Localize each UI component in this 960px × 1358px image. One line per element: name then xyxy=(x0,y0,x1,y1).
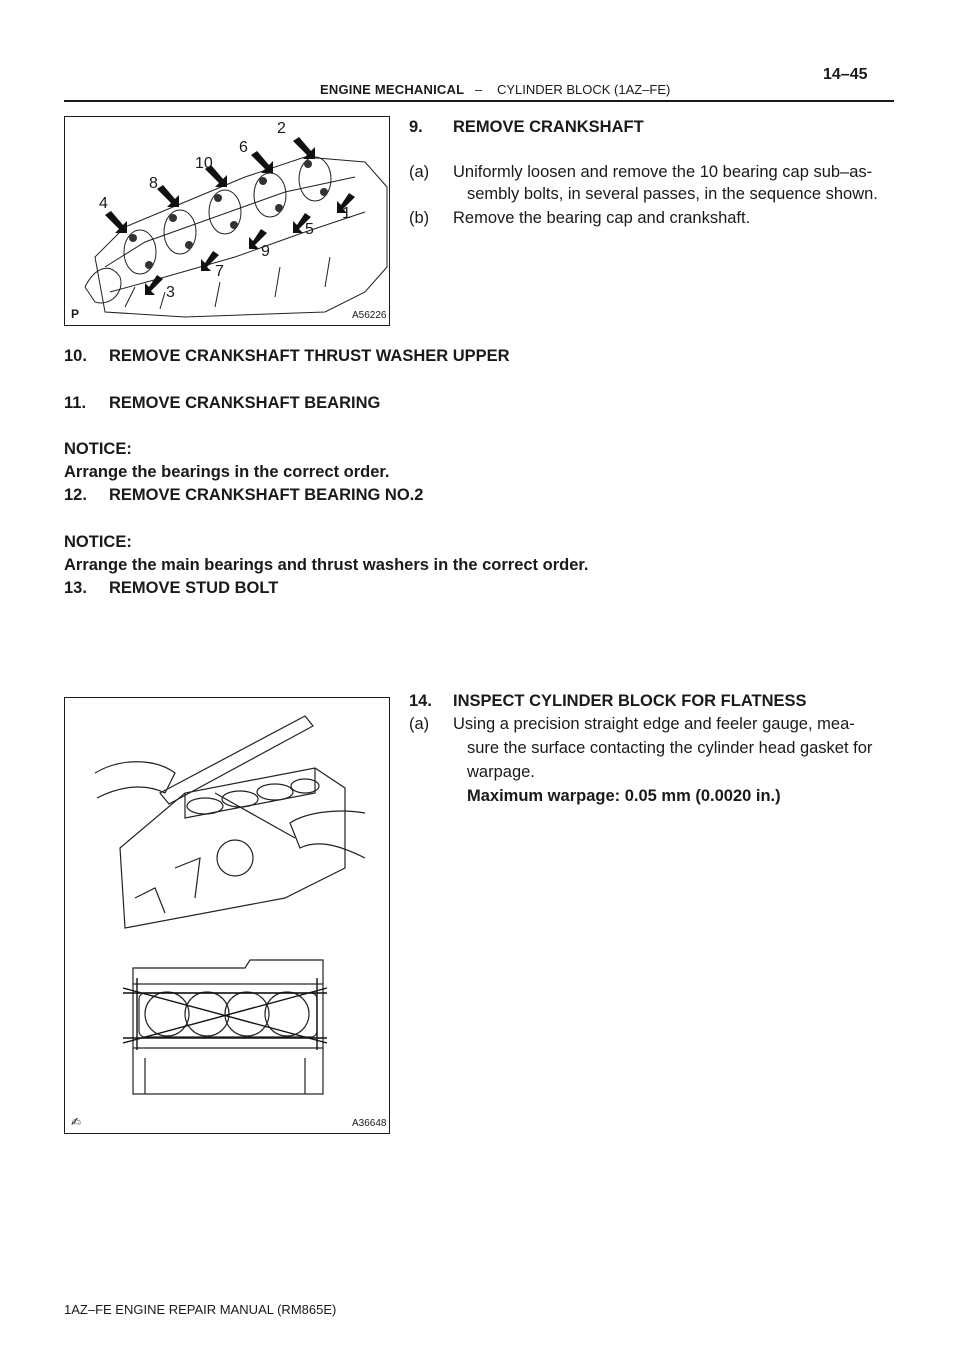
figure2-code: A36648 xyxy=(352,1118,387,1129)
step-13-number: 13. xyxy=(64,579,87,597)
sequence-label-5: 5 xyxy=(305,221,314,238)
step-12-title: REMOVE CRANKSHAFT BEARING NO.2 xyxy=(109,486,424,504)
section-title: ENGINE MECHANICAL xyxy=(320,82,465,97)
step-10-number: 10. xyxy=(64,347,87,365)
subsection-title: CYLINDER BLOCK (1AZ–FE) xyxy=(497,82,671,97)
step-9a-line2: sembly bolts, in several passes, in the sequence shown. xyxy=(467,185,878,203)
step-9a-label: (a) xyxy=(409,163,430,181)
step-10-title: REMOVE CRANKSHAFT THRUST WASHER UPPER xyxy=(109,347,510,365)
step-13-title: REMOVE STUD BOLT xyxy=(109,579,279,597)
step-14a-label: (a) xyxy=(409,715,430,733)
step-14-title: INSPECT CYLINDER BLOCK FOR FLATNESS xyxy=(453,692,807,710)
cylinder-block-drawing xyxy=(65,698,391,1135)
sequence-label-9: 9 xyxy=(261,243,270,260)
step-14-number: 14. xyxy=(409,692,432,710)
notice-1-text: Arrange the bearings in the correct order. xyxy=(64,463,390,481)
sequence-label-6: 6 xyxy=(239,139,248,156)
sequence-label-4: 4 xyxy=(99,195,108,212)
notice-2-text: Arrange the main bearings and thrust washers in the correct order. xyxy=(64,556,589,574)
step-9b-label: (b) xyxy=(409,209,430,227)
figure1-code: A56226 xyxy=(352,310,387,321)
step-12-number: 12. xyxy=(64,486,87,504)
sequence-label-8: 8 xyxy=(149,175,158,192)
step-9-title: REMOVE CRANKSHAFT xyxy=(453,118,644,136)
figure2-mark: ✍ xyxy=(71,1115,82,1129)
step-9b-line1: Remove the bearing cap and crankshaft. xyxy=(453,209,751,227)
sequence-label-3: 3 xyxy=(166,284,175,301)
step-11-title: REMOVE CRANKSHAFT BEARING xyxy=(109,394,381,412)
sequence-label-1: 1 xyxy=(342,205,351,222)
step-9-number: 9. xyxy=(409,118,423,136)
sequence-label-7: 7 xyxy=(215,263,224,280)
step-14a-line3: warpage. xyxy=(467,763,535,781)
flatness-inspection-figure xyxy=(64,697,390,1134)
page-number: 14–45 xyxy=(823,66,868,83)
header-dash: – xyxy=(475,82,483,97)
header-rule xyxy=(64,100,894,102)
step-9a-line1: Uniformly loosen and remove the 10 bearing cap sub–as- xyxy=(453,163,873,181)
notice-1-label: NOTICE: xyxy=(64,440,132,458)
sequence-label-10: 10 xyxy=(195,155,213,172)
step-14a-line1: Using a precision straight edge and feeler gauge, mea- xyxy=(453,715,855,733)
figure1-mark: P xyxy=(71,307,80,321)
step-11-number: 11. xyxy=(64,394,87,412)
crankshaft-bolt-sequence-figure xyxy=(64,116,390,326)
sequence-label-2: 2 xyxy=(277,120,286,137)
maximum-warpage-spec: Maximum warpage: 0.05 mm (0.0020 in.) xyxy=(467,787,781,805)
manual-footer: 1AZ–FE ENGINE REPAIR MANUAL (RM865E) xyxy=(64,1302,337,1317)
notice-2-label: NOTICE: xyxy=(64,533,132,551)
step-14a-line2: sure the surface contacting the cylinder head gasket for xyxy=(467,739,873,757)
